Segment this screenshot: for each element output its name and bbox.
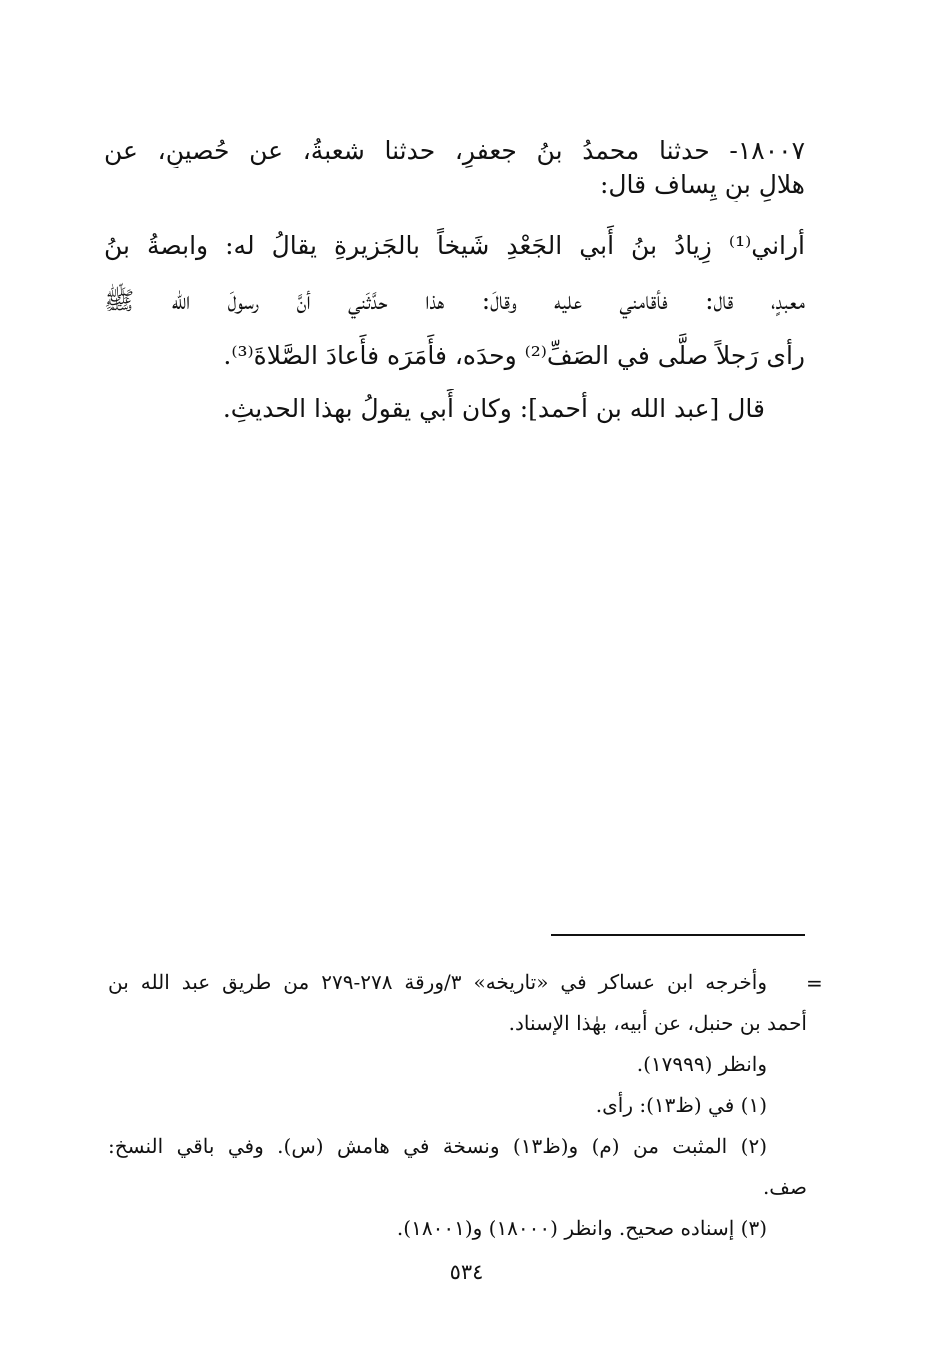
- footnotes: [108, 962, 807, 1249]
- footnote-continuation-line: أحمد بن حنبل، عن أبيه، بهٰذا الإسناد.: [508, 1011, 807, 1035]
- footnote-separator: [551, 934, 805, 936]
- closing-statement-line: قال [عبد الله بن أحمد]: وكان أَبي يقولُ بهذا الحديثِ.: [222, 394, 765, 423]
- footnote-3: (٣) إسناده صحيح. وانظر (١٨٠٠٠) و(١٨٠٠١).: [396, 1216, 767, 1240]
- footnote-1: (١) في (ظ١٣): رأى.: [595, 1093, 767, 1117]
- hadith-header: [104, 134, 805, 202]
- footnote-2-line: (٢) المثبت من (م) و(ظ١٣) ونسخة في هامش (س). وفي باقي النسخ:: [108, 1134, 767, 1158]
- hadith-body-line: رأى رَجلاً صلَّى في الصَفِّ⁽²⁾ وحدَه، فأَمَرَه فأَعادَ الصَّلاةَ⁽³⁾.: [223, 341, 805, 370]
- footnote-continuation-line: وأخرجه ابن عساكر في «تاريخه» ٣/ورقة ٢٧٨-٢٧٩ من طريق عبد الله بن: [108, 970, 767, 994]
- footnote-continuation-mark: =: [806, 971, 823, 995]
- footnote-continuation-line: وانظر (١٧٩٩٩).: [636, 1052, 767, 1076]
- hadith-header-line: هلالِ بنِ يِساف قال:: [599, 170, 805, 199]
- footnote-2-line: صف.: [762, 1175, 807, 1199]
- hadith-header-line: ١٨٠٠٧- حدثنا محمدُ بنُ جعفرٍ، حدثنا شعبةُ، عن حُصينٍ، عن: [104, 136, 805, 165]
- page-number: ٥٣٤: [449, 1260, 484, 1284]
- hadith-body-line: معبدٍ، قال: فأقامني عليه وقالَ: هذا حدَّثَني أنَّ رسولَ الله ﷺ: [104, 286, 805, 315]
- hadith-body: [104, 218, 805, 383]
- hadith-body-line: أراني⁽¹⁾ زِيادُ بنُ أَبي الجَعْدِ شَيخاً بالجَزيرةِ يقالُ له: وابصةُ بنُ: [104, 231, 805, 260]
- closing-statement: [104, 389, 805, 429]
- main-text: [104, 134, 805, 429]
